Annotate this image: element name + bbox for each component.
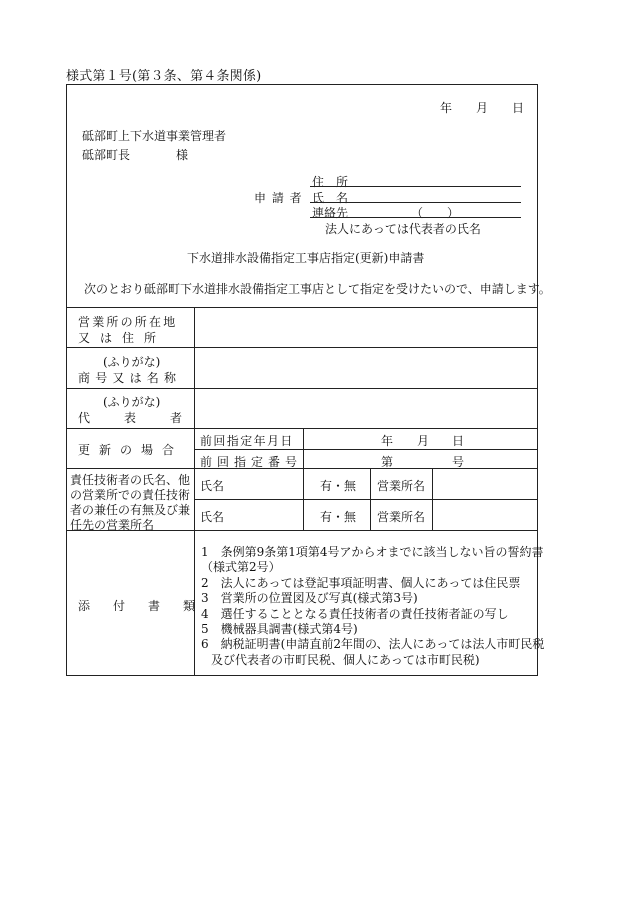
engineer-name-cell: 氏名 <box>200 510 225 524</box>
furigana-label-2: (ふりがな) <box>103 395 161 409</box>
address-label: 住 所 <box>312 175 349 189</box>
attachment-item: 3 営業所の位置図及び写真(様式第3号) <box>201 591 418 605</box>
attachment-item: 1 条例第9条第1項第4号アからオまでに該当しない旨の誓約書 <box>201 545 544 559</box>
contact-label: 連絡先 <box>312 206 349 220</box>
furigana-label-1: (ふりがな) <box>103 355 161 369</box>
prev-number-dai: 第 <box>381 455 394 469</box>
attachment-item: 5 機械器具調書(様式第4号) <box>201 622 358 636</box>
column-line <box>370 468 371 530</box>
attachment-item: 4 選任することとなる責任技術者の責任技術者証の写し <box>201 607 509 621</box>
addressee-line1: 砥部町上下水道事業管理者 <box>82 129 227 143</box>
trade-name-label: 商号又は名称 <box>78 371 182 385</box>
prev-date-month: 月 <box>417 434 430 448</box>
date-month: 月 <box>476 101 489 115</box>
row-line <box>66 388 538 389</box>
office-name-cell: 営業所名 <box>377 479 426 493</box>
row-line <box>194 499 538 500</box>
office-address-label-2: 又は住所 <box>78 331 167 345</box>
prev-date-day: 日 <box>452 434 465 448</box>
attachments-label: 添付書類 <box>78 599 219 613</box>
renewal-label: 更新の場合 <box>78 443 184 457</box>
document-title: 下水道排水設備指定工事店指定(更新)申請書 <box>187 251 425 265</box>
corporate-note: 法人にあっては代表者の氏名 <box>325 222 481 236</box>
contact-underline <box>310 217 521 218</box>
row-line <box>66 428 538 429</box>
engineer-label-1: 責任技術者の氏名、他 <box>70 473 191 487</box>
representative-label: 代表者 <box>78 411 217 425</box>
intro-text: 次のとおり砥部町下水道排水設備指定工事店として指定を受けたいので、申請します。 <box>84 282 551 296</box>
date-year: 年 <box>440 101 453 115</box>
addressee-line2: 砥部町長 <box>82 148 131 162</box>
row-line <box>66 347 538 348</box>
concurrent-yes-no: 有・無 <box>320 479 357 493</box>
attachment-item: （様式第2号） <box>201 560 281 574</box>
addressee-honorific: 様 <box>176 148 189 162</box>
name-label: 氏 名 <box>312 191 349 205</box>
engineer-name-cell: 氏名 <box>200 479 225 493</box>
prev-number-go: 号 <box>452 455 465 469</box>
name-underline <box>310 202 521 203</box>
attachment-item: 及び代表者の市町民税、個人にあっては市町民税) <box>211 653 480 667</box>
prev-date-label: 前回指定年月日 <box>200 434 294 448</box>
office-address-label-1 <box>78 313 184 330</box>
office-name-cell: 営業所名 <box>377 510 426 524</box>
row-line <box>194 449 538 450</box>
date-day: 日 <box>512 101 525 115</box>
label-text: 営業所の所在地 <box>78 315 178 329</box>
form-number: 様式第１号(第３条、第４条関係) <box>66 69 262 84</box>
engineer-label-3: 者の兼任の有無及び兼 <box>70 503 191 517</box>
column-line <box>303 468 304 530</box>
contact-parens: （ ） <box>411 206 460 220</box>
prev-number-label: 前回指定番号 <box>200 455 303 469</box>
engineer-label-4: 任先の営業所名 <box>70 518 155 532</box>
applicant-label: 申 請 者 <box>254 191 303 205</box>
column-line <box>303 428 304 468</box>
column-line <box>432 468 433 530</box>
concurrent-yes-no: 有・無 <box>320 510 357 524</box>
address-underline <box>310 186 521 187</box>
attachment-item: 2 法人にあっては登記事項証明書、個人にあっては住民票 <box>201 576 521 590</box>
attachment-item: 6 納税証明書(申請直前2年間の、法人にあっては法人市町民税 <box>201 637 545 651</box>
engineer-label-2: の営業所での責任技術 <box>70 488 191 502</box>
table-top-line <box>66 307 538 308</box>
prev-date-year: 年 <box>381 434 394 448</box>
column-line <box>194 307 195 676</box>
